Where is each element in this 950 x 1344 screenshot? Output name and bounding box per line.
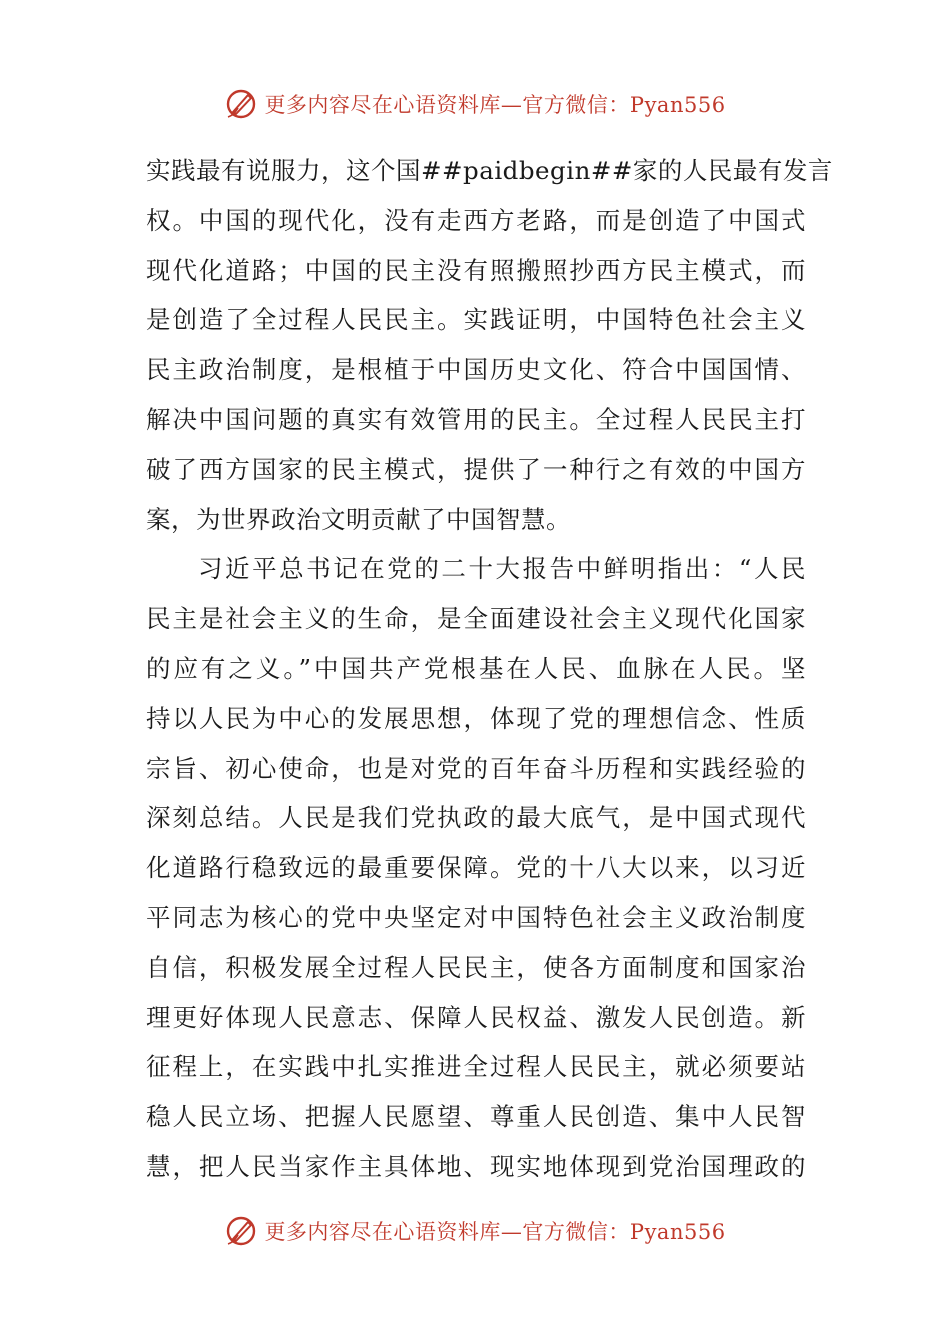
text-line: 案，为世界政治文明贡献了中国智慧。 [146, 504, 571, 534]
text-line: 宗旨、初心使命，也是对党的百年奋斗历程和实践经验的 [146, 753, 806, 783]
footer-banner-text: 更多内容尽在心语资料库—官方微信：Pyan556 [264, 1220, 726, 1244]
text-line: 习近平总书记在党的二十大报告中鲜明指出：“人民 [198, 554, 806, 584]
text-line: 民主是社会主义的生命，是全面建设社会主义现代化国家 [146, 604, 806, 634]
text-line: 民主政治制度，是根植于中国历史文化、符合中国国情、 [146, 355, 806, 385]
text-line: 是创造了全过程人民民主。实践证明，中国特色社会主义 [146, 305, 806, 335]
text-line: 深刻总结。人民是我们党执政的最大底气，是中国式现代 [146, 803, 806, 833]
text-line: 解决中国问题的真实有效管用的民主。全过程人民民主打 [146, 404, 806, 434]
footer-banner [0, 1211, 950, 1251]
text-line: 稳人民立场、把握人民愿望、尊重人民创造、集中人民智 [146, 1102, 806, 1132]
text-line: 慧，把人民当家作主具体地、现实地体现到党治国理政的 [146, 1151, 806, 1181]
pen-circle-logo-icon [224, 1214, 258, 1248]
text-line: 理更好体现人民意志、保障人民权益、激发人民创造。新 [146, 1002, 806, 1032]
text-line: 化道路行稳致远的最重要保障。党的十八大以来，以习近 [146, 853, 806, 883]
text-line: 的应有之义。”中国共产党根基在人民、血脉在人民。坚 [146, 653, 806, 683]
text-line: 实践最有说服力，这个国##paidbegin##家的人民最有发言 [146, 156, 833, 185]
text-line: 权。中国的现代化，没有走西方老路，而是创造了中国式 [146, 205, 806, 235]
paragraph-2 [146, 544, 806, 1191]
text-line: 平同志为核心的党中央坚定对中国特色社会主义政治制度 [146, 902, 806, 932]
text-line: 自信，积极发展全过程人民民主，使各方面制度和国家治 [146, 952, 806, 982]
body-text [146, 146, 833, 1192]
paragraph-1 [146, 146, 833, 544]
text-line: 现代化道路；中国的民主没有照搬照抄西方民主模式，而 [146, 255, 806, 285]
text-line: 持以人民为中心的发展思想，体现了党的理想信念、性质 [146, 703, 806, 733]
text-line: 破了西方国家的民主模式，提供了一种行之有效的中国方 [146, 454, 806, 484]
text-line: 征程上，在实践中扎实推进全过程人民民主，就必须要站 [146, 1052, 806, 1082]
header-banner [0, 84, 950, 124]
pen-circle-logo-icon [224, 87, 258, 121]
header-banner-text: 更多内容尽在心语资料库—官方微信：Pyan556 [264, 93, 726, 117]
